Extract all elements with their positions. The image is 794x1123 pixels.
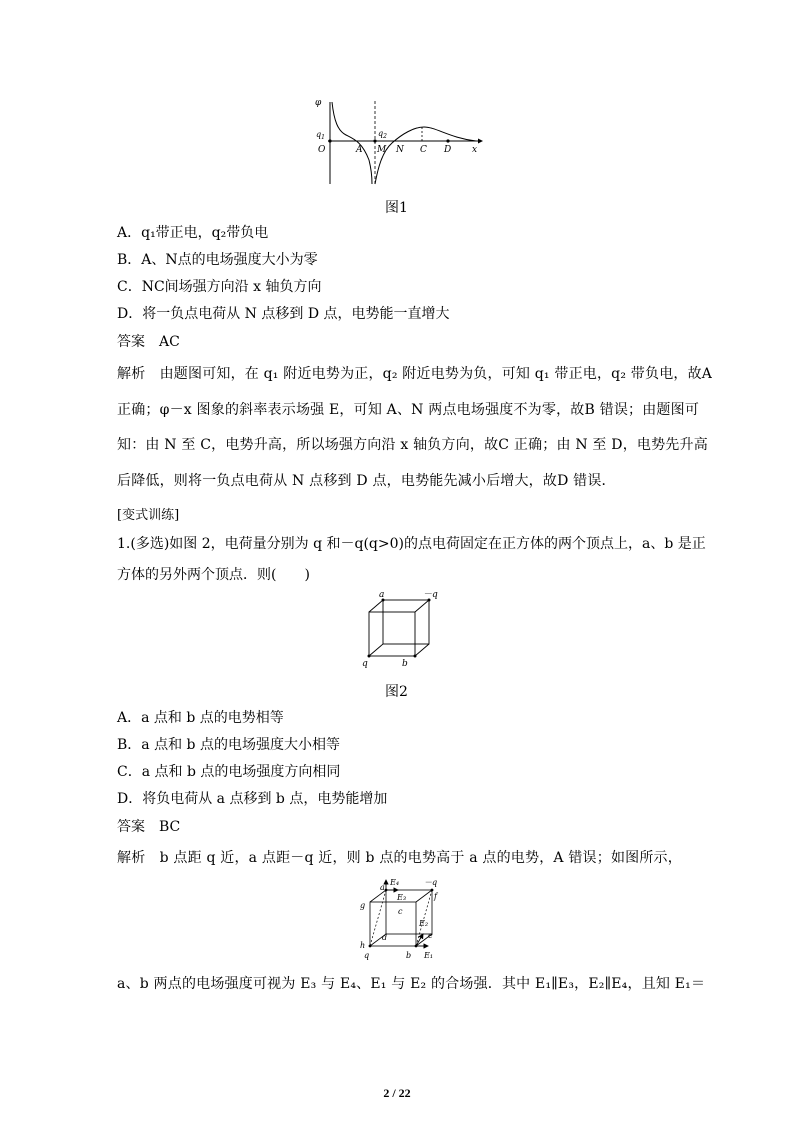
q1-option-c: C．NC间场强方向沿 x 轴负方向	[117, 279, 322, 295]
q1-analysis-line-3: 知：由 N 至 C，电势升高，所以场强方向沿 x 轴负方向，故C 正确；由 N 至 D，电势先升高	[117, 437, 708, 453]
q1-label: $q_1$	[316, 130, 325, 141]
q2-option-c: C．a 点和 b 点的电场强度方向相同	[117, 764, 341, 780]
v-label-E3: E₃	[397, 893, 407, 902]
q1-answer: 答案 AC	[117, 334, 180, 350]
v-label-a: a	[380, 883, 385, 892]
point-A-label: A	[356, 145, 363, 155]
v-label-q: q	[364, 951, 370, 960]
q1-analysis-line-4: 后降低，则将一负点电荷从 N 点移到 D 点，电势能先减小后增大，故D 错误．	[117, 473, 616, 489]
q1-option-a: A．q₁带正电，q₂带负电	[117, 225, 269, 241]
point-O-label: O	[318, 145, 326, 155]
v-label-g: g	[360, 901, 366, 910]
q2-stem-line-1: 1.(多选)如图 2，电荷量分别为 q 和－q(q>0)的点电荷固定在正方体的两个顶点上，a、b 是正	[117, 536, 706, 552]
figure-1-caption: 图1	[385, 200, 408, 216]
figure-2-cube	[355, 590, 445, 670]
figure-3-field-vectors	[352, 876, 447, 966]
section-tag: [变式训练]	[117, 508, 180, 523]
q2-option-d: D．将负电荷从 a 点移到 b 点，电势能增加	[117, 791, 388, 807]
v-label-c: c	[398, 907, 403, 916]
figure-2-caption: 图2	[385, 684, 408, 700]
q1-option-d: D．将一负点电荷从 N 点移到 D 点，电势能一直增大	[117, 306, 450, 322]
v-label-E1: E₁	[424, 951, 434, 960]
point-C-label: C	[420, 145, 427, 155]
q1-option-b: B．A、N点的电场强度大小为零	[117, 252, 318, 268]
point-D-label: D	[444, 145, 452, 155]
v-label-E2: E₂	[419, 919, 429, 928]
q2-analysis-line-2: a、b 两点的电场强度可视为 E₃ 与 E₄、E₁ 与 E₂ 的合场强．其中 E₁∥E₃，E₂∥E₄，且知 E₁＝	[117, 976, 706, 992]
v-label-b: b	[406, 951, 412, 960]
q2-stem-line-2: 方体的另外两个顶点．则( )	[117, 567, 310, 583]
q1-analysis-line-2: 正确；φ－x 图象的斜率表示场强 E，可知 A、N 两点电场强度不为零，故B 错误；由题图可	[117, 402, 700, 418]
point-N-label: N	[396, 145, 404, 155]
v-label-d: d	[382, 933, 388, 942]
v-label-neg-q: －q	[424, 878, 438, 887]
q2-option-b: B．a 点和 b 点的电场强度大小相等	[117, 737, 340, 753]
figure-1-potential-graph	[310, 96, 485, 188]
v-label-f: f	[434, 892, 437, 901]
q2-option-a: A．a 点和 b 点的电势相等	[117, 710, 284, 726]
q2-answer: 答案 BC	[117, 819, 181, 835]
q1-analysis-line-1: 解析 由题图可知，在 q₁ 附近电势为正，q₂ 附近电势为负，可知 q₁ 带正电，q₂ 带负电，故A	[117, 366, 713, 382]
cube-label-q: q	[362, 659, 368, 669]
cube-label-neg-q: －q	[423, 590, 438, 600]
v-label-E4: E₄	[390, 878, 400, 887]
page-number: 2 / 22	[383, 1086, 411, 1100]
x-axis-label: x	[472, 145, 478, 155]
q2-label: $q_2$	[378, 129, 387, 140]
phi-axis-label: φ	[315, 98, 322, 108]
cube-label-b: b	[402, 659, 408, 669]
v-label-h: h	[360, 941, 366, 950]
v-label-e: e	[428, 931, 433, 940]
point-M-label: M	[377, 145, 387, 155]
cube-label-a: a	[379, 590, 385, 600]
q2-analysis-line-1: 解析 b 点距 q 近，a 点距－q 近，则 b 点的电势高于 a 点的电势，A 错误；如图所示，	[117, 850, 682, 866]
